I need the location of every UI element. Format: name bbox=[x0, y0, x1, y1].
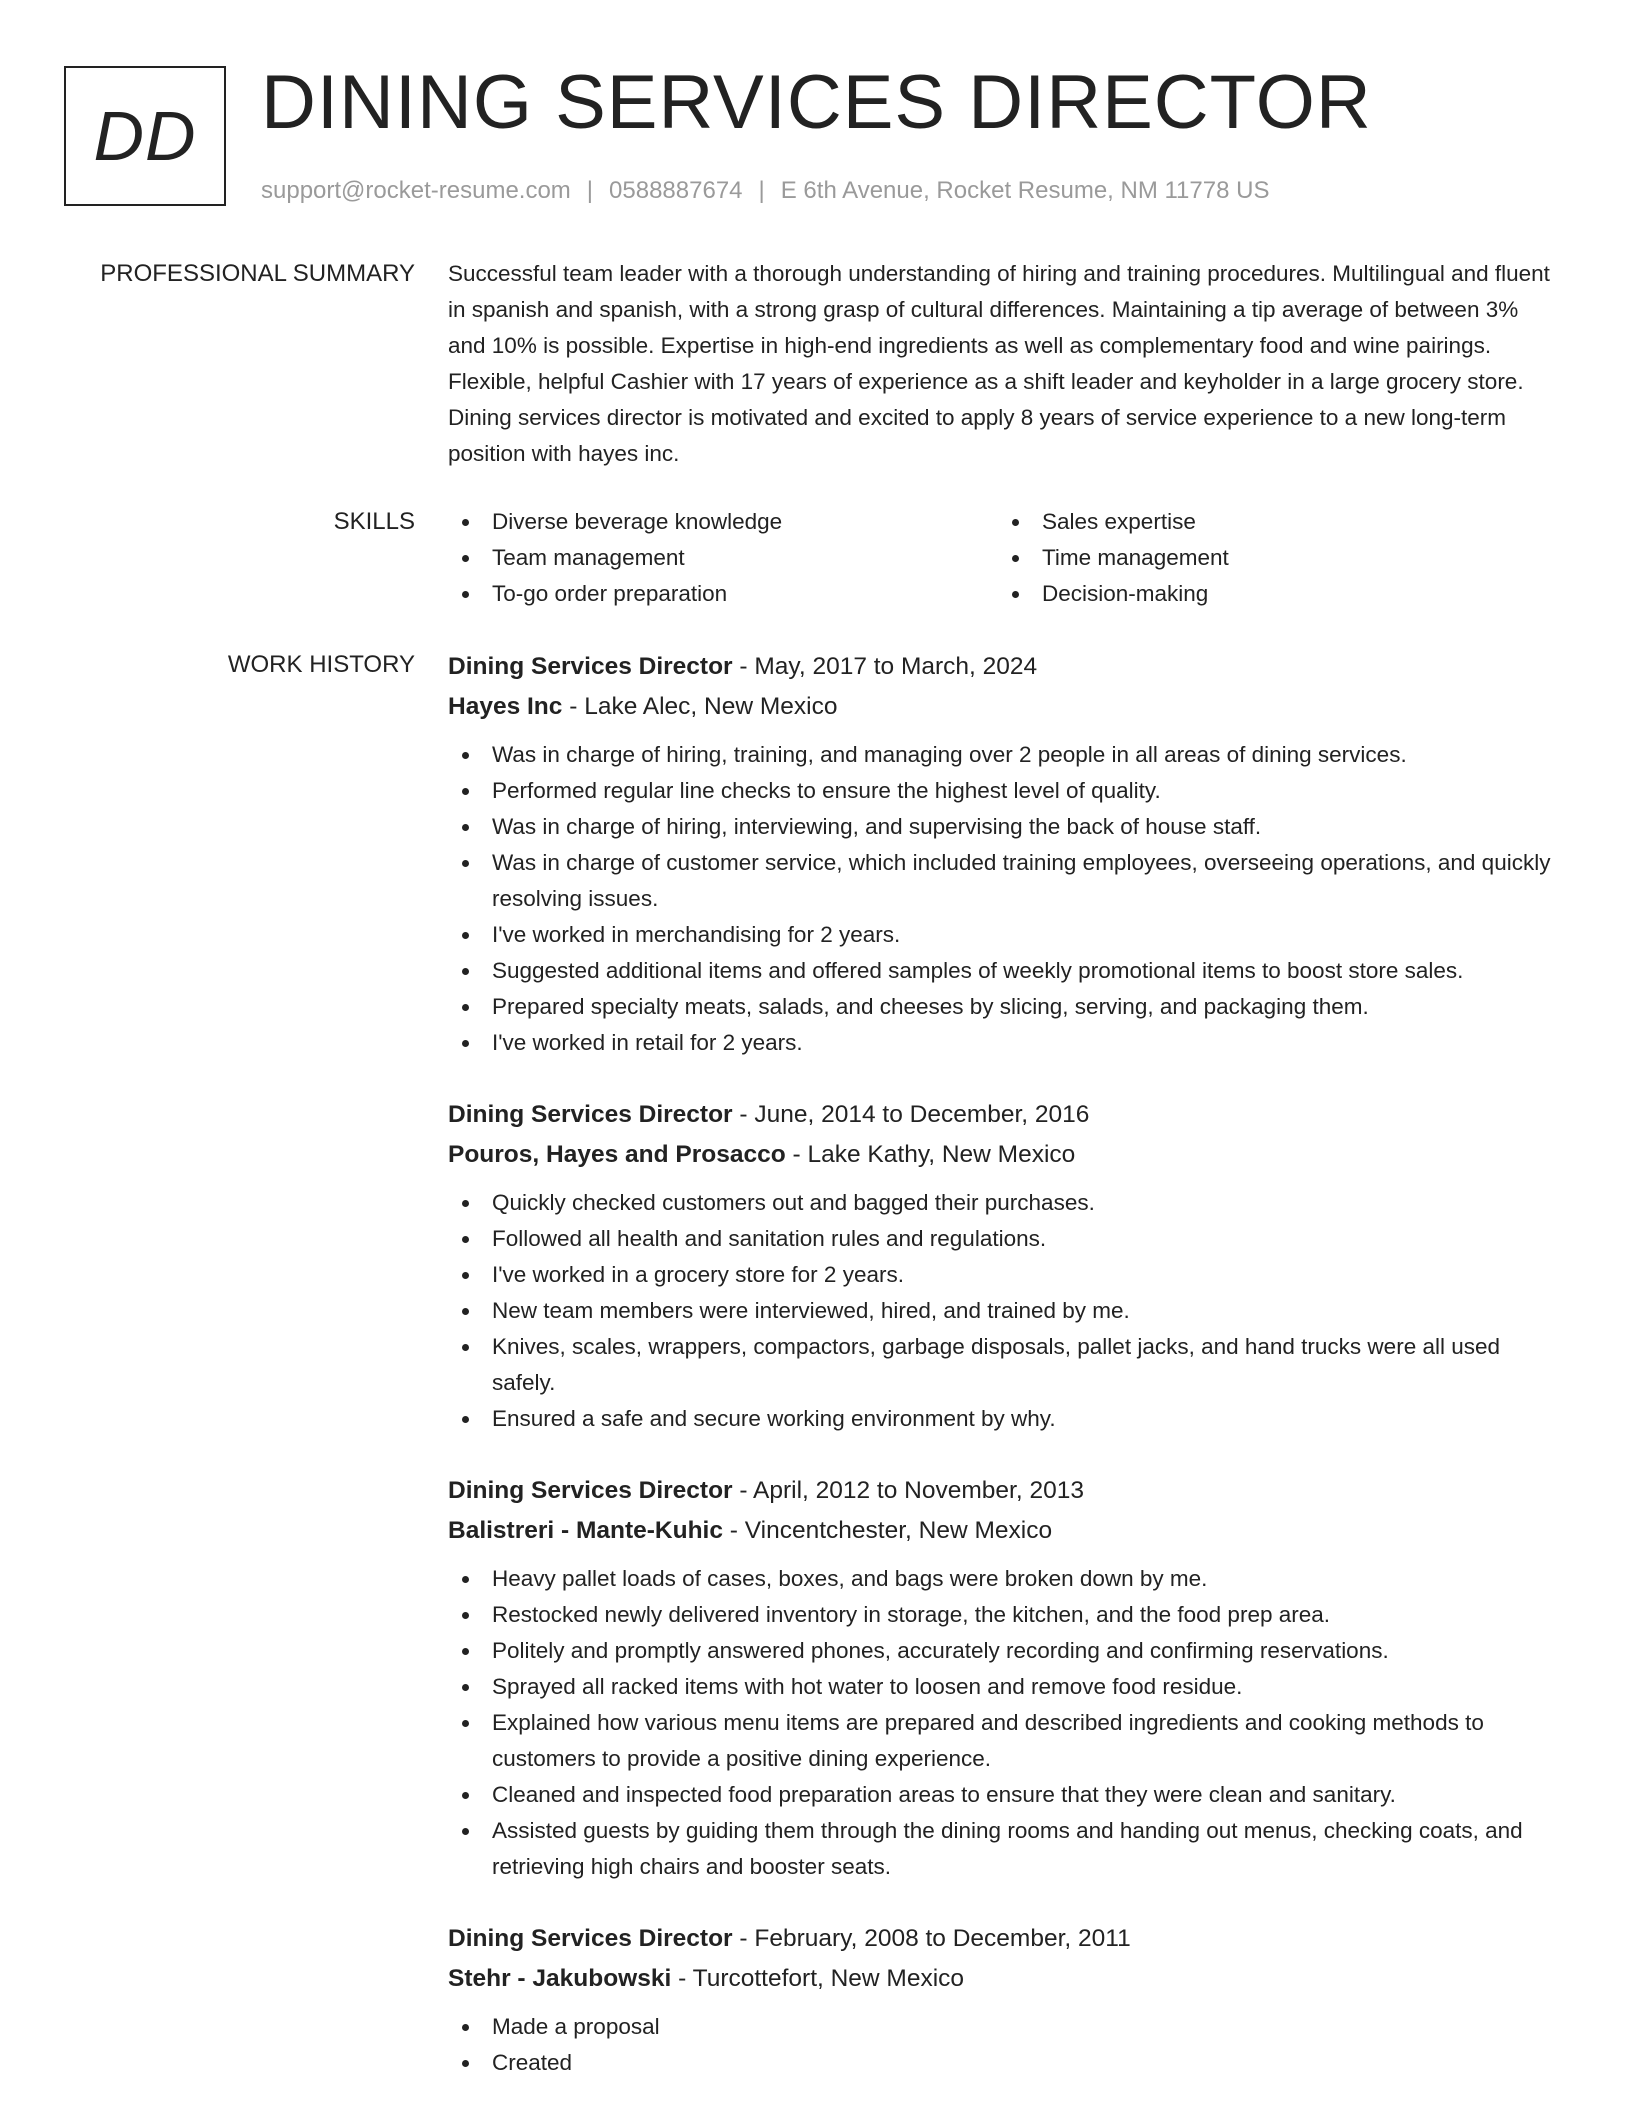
job-duty: Explained how various menu items are prepared and described ingredients and cooking methods to customers to provide a positive dining experience. bbox=[448, 1705, 1560, 1777]
job-duty: Created bbox=[448, 2045, 1560, 2081]
job-duty: Was in charge of customer service, which included training employees, overseeing operations, and quickly resolving issues. bbox=[448, 845, 1560, 917]
dash: - bbox=[732, 1925, 755, 1952]
skill-item: Time management bbox=[998, 540, 1548, 576]
skills-heading: SKILLS bbox=[333, 508, 415, 535]
skills-column-right bbox=[998, 504, 1548, 612]
monogram-initials: DD bbox=[93, 97, 197, 175]
resume-title: DINING SERVICES DIRECTOR bbox=[261, 60, 1372, 145]
job-duty: I've worked in merchandising for 2 years. bbox=[448, 917, 1560, 953]
job-duty: Cleaned and inspected food preparation areas to ensure that they were clean and sanitary. bbox=[448, 1777, 1560, 1813]
job-duty: Restocked newly delivered inventory in storage, the kitchen, and the food prep area. bbox=[448, 1597, 1560, 1633]
work-history-heading: WORK HISTORY bbox=[227, 651, 415, 678]
job-entry bbox=[448, 1471, 1560, 1885]
job-duty: Made a proposal bbox=[448, 2009, 1560, 2045]
job-role: Dining Services Director bbox=[448, 1477, 733, 1504]
contact-email: support@rocket-resume.com bbox=[261, 177, 571, 204]
dash: - bbox=[732, 1477, 753, 1504]
job-location: Turcottefort, New Mexico bbox=[692, 1965, 965, 1992]
skills-body bbox=[448, 504, 1560, 612]
job-duty: New team members were interviewed, hired, and trained by me. bbox=[448, 1293, 1560, 1329]
job-dates: May, 2017 to March, 2024 bbox=[754, 653, 1038, 680]
job-duty: Quickly checked customers out and bagged their purchases. bbox=[448, 1185, 1560, 1221]
job-company: Pouros, Hayes and Prosacco bbox=[448, 1141, 786, 1168]
job-company: Stehr - Jakubowski bbox=[448, 1965, 672, 1992]
contact-separator: | bbox=[586, 177, 594, 204]
job-duty: Was in charge of hiring, training, and managing over 2 people in all areas of dining services. bbox=[448, 737, 1560, 773]
summary-body bbox=[448, 256, 1560, 472]
job-company: Hayes Inc bbox=[448, 693, 563, 720]
contact-phone: 0588887674 bbox=[609, 177, 743, 204]
skill-item: To-go order preparation bbox=[448, 576, 998, 612]
dash: - bbox=[562, 693, 585, 720]
job-role: Dining Services Director bbox=[448, 1925, 733, 1952]
job-dates: April, 2012 to November, 2013 bbox=[753, 1477, 1084, 1504]
dash: - bbox=[732, 1101, 755, 1128]
job-location: Lake Kathy, New Mexico bbox=[807, 1141, 1076, 1168]
job-duty: Followed all health and sanitation rules and regulations. bbox=[448, 1221, 1560, 1257]
job-location: Lake Alec, New Mexico bbox=[584, 693, 838, 720]
job-duty: Prepared specialty meats, salads, and cheeses by slicing, serving, and packaging them. bbox=[448, 989, 1560, 1025]
job-duty: I've worked in retail for 2 years. bbox=[448, 1025, 1560, 1061]
job-duties bbox=[448, 737, 1560, 1061]
job-company-line bbox=[448, 1511, 1560, 1551]
job-duty: Performed regular line checks to ensure the highest level of quality. bbox=[448, 773, 1560, 809]
job-duty: Assisted guests by guiding them through the dining rooms and handing out menus, checking coats, and retrieving high chairs and booster seats. bbox=[448, 1813, 1560, 1885]
contact-separator: | bbox=[758, 177, 765, 204]
contact-address: E 6th Avenue, Rocket Resume, NM 11778 US bbox=[780, 177, 1270, 204]
summary-heading: PROFESSIONAL SUMMARY bbox=[100, 260, 415, 287]
job-title-line bbox=[448, 1095, 1560, 1135]
job-duties bbox=[448, 1561, 1560, 1885]
skill-item: Decision-making bbox=[998, 576, 1548, 612]
dash: - bbox=[785, 1141, 808, 1168]
skill-item: Diverse beverage knowledge bbox=[448, 504, 998, 540]
job-duty: Knives, scales, wrappers, compactors, garbage disposals, pallet jacks, and hand trucks were all used safely. bbox=[448, 1329, 1560, 1401]
dash: - bbox=[732, 653, 755, 680]
skill-item: Sales expertise bbox=[998, 504, 1548, 540]
job-title-line bbox=[448, 1919, 1560, 1959]
job-duties bbox=[448, 2009, 1560, 2081]
job-role: Dining Services Director bbox=[448, 653, 733, 680]
job-entry bbox=[448, 647, 1560, 1061]
job-duty: Was in charge of hiring, interviewing, and supervising the back of house staff. bbox=[448, 809, 1560, 845]
job-company: Balistreri - Mante-Kuhic bbox=[448, 1517, 723, 1544]
job-role: Dining Services Director bbox=[448, 1101, 733, 1128]
job-company-line bbox=[448, 1959, 1560, 1999]
contact-line bbox=[261, 176, 1269, 206]
job-entry bbox=[448, 1919, 1560, 2081]
job-duty: Heavy pallet loads of cases, boxes, and bags were broken down by me. bbox=[448, 1561, 1560, 1597]
job-duty: I've worked in a grocery store for 2 years. bbox=[448, 1257, 1560, 1293]
job-duty: Politely and promptly answered phones, accurately recording and confirming reservations. bbox=[448, 1633, 1560, 1669]
job-title-line bbox=[448, 647, 1560, 687]
monogram-box bbox=[64, 66, 226, 206]
job-company-line bbox=[448, 1135, 1560, 1175]
skill-item: Team management bbox=[448, 540, 998, 576]
dash: - bbox=[671, 1965, 693, 1992]
job-duty: Sprayed all racked items with hot water to loosen and remove food residue. bbox=[448, 1669, 1560, 1705]
job-duty: Suggested additional items and offered samples of weekly promotional items to boost store sales. bbox=[448, 953, 1560, 989]
summary-text: Successful team leader with a thorough understanding of hiring and training procedures. Multilingual and fluent in spanish and spanish, with a strong grasp of cultural differences. Maintaining a tip average of between 3% and 10% is possible. Expertise in high-end ingredients as well as complementary food and wine pairings. Flexible, helpful Cashier with 17 years of experience as a shift leader and keyholder in a large grocery store. Dining services director is motivated and excited to apply 8 years of service experience to a new long-term position with hayes inc. bbox=[448, 261, 1550, 466]
job-location: Vincentchester, New Mexico bbox=[744, 1517, 1053, 1544]
dash: - bbox=[723, 1517, 745, 1544]
skills-column-left bbox=[448, 504, 998, 612]
job-dates: June, 2014 to December, 2016 bbox=[754, 1101, 1090, 1128]
job-dates: February, 2008 to December, 2011 bbox=[754, 1925, 1131, 1952]
job-title-line bbox=[448, 1471, 1560, 1511]
work-history-body bbox=[448, 647, 1560, 2115]
job-duties bbox=[448, 1185, 1560, 1437]
job-company-line bbox=[448, 687, 1560, 727]
job-entry bbox=[448, 1095, 1560, 1437]
job-duty: Ensured a safe and secure working environment by why. bbox=[448, 1401, 1560, 1437]
